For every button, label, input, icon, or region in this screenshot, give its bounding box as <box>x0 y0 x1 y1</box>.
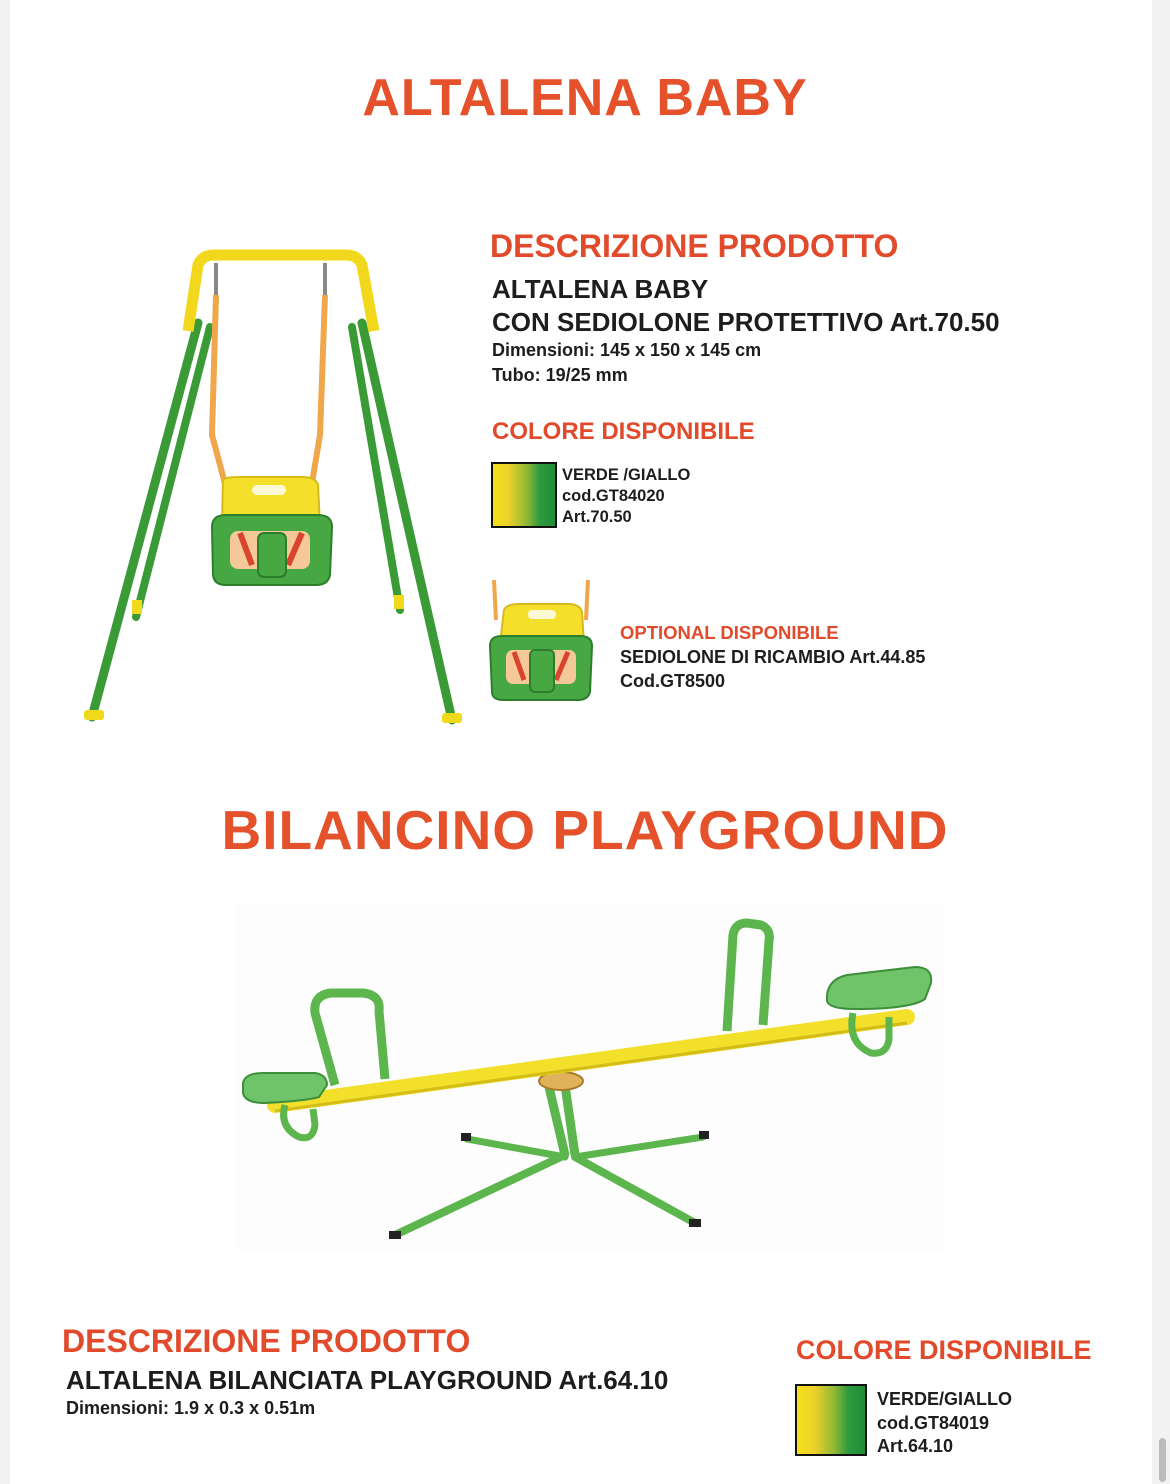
scrollbar[interactable] <box>1159 1438 1166 1482</box>
section-title-bilancino-playground: BILANCINO PLAYGROUND <box>221 799 949 861</box>
color-name-1: VERDE /GIALLO <box>562 466 691 484</box>
section-title-altalena-baby: ALTALENA BABY <box>362 69 808 127</box>
product-name-line2: CON SEDIOLONE PROTETTIVO Art.70.50 <box>492 307 1000 337</box>
color-code-1: cod.GT84020 <box>562 487 665 505</box>
color-code-2: cod.GT84019 <box>877 1412 990 1433</box>
color-heading-2: COLORE DISPONIBILE <box>796 1335 1092 1365</box>
color-swatch-verde-giallo-1 <box>491 462 557 528</box>
color-swatch-verde-giallo-2 <box>795 1384 867 1456</box>
dimensions-2: Dimensioni: 1.9 x 0.3 x 0.51m <box>66 1398 316 1418</box>
optional-item: SEDIOLONE DI RICAMBIO Art.44.85 <box>620 647 926 667</box>
seesaw-image <box>235 905 945 1250</box>
color-info-1 <box>562 465 690 528</box>
color-heading-1: COLORE DISPONIBILE <box>492 418 755 445</box>
description-heading-2: DESCRIZIONE PRODOTTO <box>62 1323 471 1359</box>
optional-code: Cod.GT8500 <box>620 671 726 691</box>
optional-seat-image <box>486 580 596 705</box>
tube-spec: Tubo: 19/25 mm <box>492 365 628 385</box>
color-art-1: Art.70.50 <box>562 508 632 526</box>
optional-heading: OPTIONAL DISPONIBILE <box>620 622 839 643</box>
swing-image <box>80 245 470 735</box>
description-heading-1: DESCRIZIONE PRODOTTO <box>490 228 899 264</box>
color-info-2 <box>877 1388 1012 1459</box>
product-name-2: ALTALENA BILANCIATA PLAYGROUND Art.64.10 <box>66 1365 669 1395</box>
product-name-line1: ALTALENA BABY <box>492 274 709 304</box>
color-art-2: Art.64.10 <box>877 1436 954 1456</box>
color-name-2: VERDE/GIALLO <box>877 1389 1013 1409</box>
catalog-page <box>10 0 1152 1484</box>
dimensions-1: Dimensioni: 145 x 150 x 145 cm <box>492 340 762 360</box>
